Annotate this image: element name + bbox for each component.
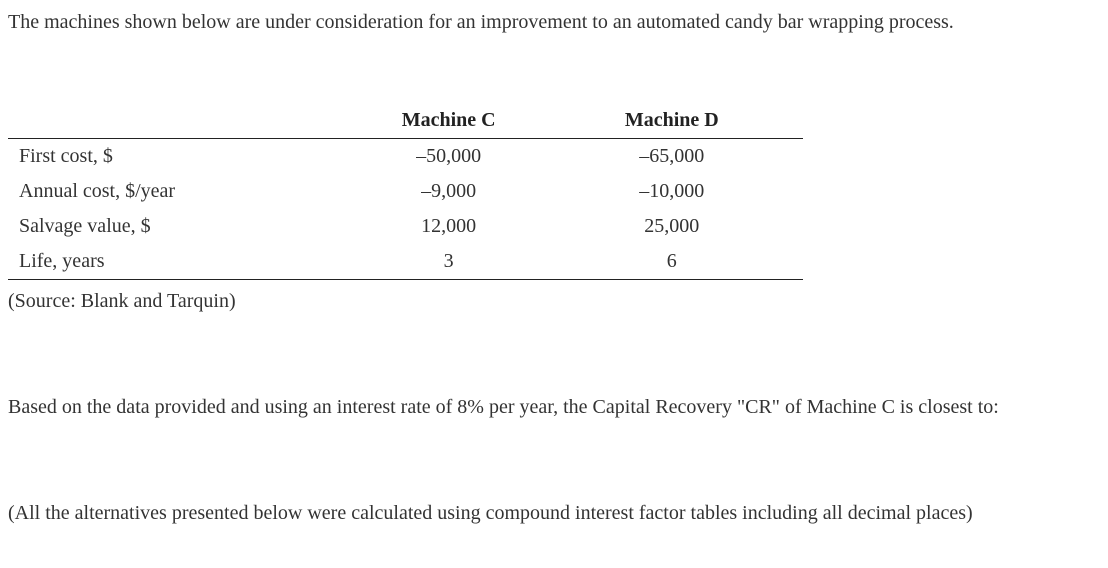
table-row <box>8 209 803 244</box>
intro-text: The machines shown below are under consideration for an improvement to an automated candy bar wrapping process. <box>8 11 954 33</box>
machine-d-value: –10,000 <box>639 180 705 202</box>
machine-d-value: 25,000 <box>644 215 700 237</box>
source-citation: (Source: Blank and Tarquin) <box>8 290 236 312</box>
header-machine-c: Machine C <box>401 108 496 131</box>
machine-d-value: –65,000 <box>639 145 705 167</box>
machine-d-value: 6 <box>666 250 677 272</box>
table-row <box>8 244 803 280</box>
machine-c-value: 3 <box>443 250 454 272</box>
machine-c-value: 12,000 <box>421 215 477 237</box>
table-header-row <box>8 102 803 139</box>
row-label: First cost, $ <box>19 145 113 167</box>
machine-c-value: –9,000 <box>421 180 477 202</box>
header-machine-d: Machine D <box>624 108 719 131</box>
machine-comparison-table <box>8 102 803 280</box>
machine-c-value: –50,000 <box>416 145 482 167</box>
row-label: Annual cost, $/year <box>19 180 176 202</box>
row-label: Life, years <box>19 250 105 272</box>
table-row <box>8 139 803 175</box>
table-row <box>8 174 803 209</box>
header-empty <box>8 102 357 139</box>
note-text: (All the alternatives presented below were calculated using compound interest factor tables including all decimal places) <box>8 502 973 524</box>
question-text: Based on the data provided and using an interest rate of 8% per year, the Capital Recovery "CR" of Machine C is closest to: <box>8 396 999 418</box>
row-label: Salvage value, $ <box>19 215 151 237</box>
